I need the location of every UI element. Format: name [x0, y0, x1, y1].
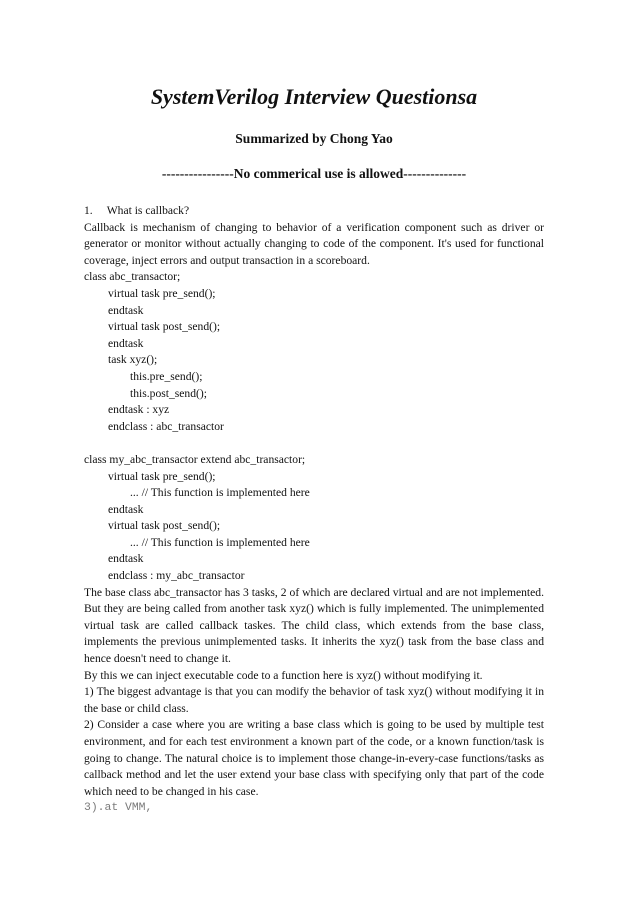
point-2: 2) Consider a case where you are writing a base class which is going to be used by multiple test environment, and for each test environment a known part of the code, or a known function/task is going to change. The natural choice is to implement those change-in-every-case functions/tasks as callback method and let the user extend your base class with specifying only that part of the code which need to be changed in his case.	[84, 718, 544, 798]
code-line: endtask	[108, 552, 144, 566]
usage-notice: ----------------No commerical use is allowed--------------	[161, 166, 467, 181]
code-block-child-class	[84, 452, 544, 585]
code-line: virtual task post_send();	[108, 519, 221, 533]
code-line: task xyz();	[108, 353, 158, 367]
code-line: endclass : abc_transactor	[108, 419, 224, 433]
code-line: endtask : xyz	[108, 403, 170, 417]
spacer	[84, 435, 544, 452]
point-3: 3).at VMM,	[84, 802, 153, 815]
code-line: virtual task pre_send();	[108, 286, 216, 300]
author-line: Summarized by Chong Yao	[235, 131, 393, 146]
code-line: endtask	[108, 502, 144, 516]
code-line: class abc_transactor;	[84, 270, 181, 284]
code-line: virtual task pre_send();	[108, 469, 216, 483]
code-line: virtual task post_send();	[108, 320, 221, 334]
code-block-base-class	[84, 269, 544, 435]
code-line: endclass : my_abc_transactor	[108, 569, 245, 583]
code-line: endtask	[108, 336, 144, 350]
document-title: SystemVerilog Interview Questionsa	[150, 84, 478, 109]
question-heading	[84, 203, 544, 220]
definition-paragraph: Callback is mechanism of changing to behavior of a verification component such as driver or generator or monitor without actually changing to code of the component. It's used for functional coverage, inject errors and output transaction in a scoreboard.	[84, 220, 544, 267]
question-number: 1.	[84, 204, 93, 217]
code-line: this.post_send();	[130, 386, 207, 400]
question-text: What is callback?	[106, 204, 190, 217]
inject-note: By this we can inject executable code to a function here is xyz() without modifying it.	[84, 668, 483, 682]
code-line: endtask	[108, 303, 144, 317]
code-line: ... // This function is implemented here	[130, 535, 310, 549]
code-line: class my_abc_transactor extend abc_transactor;	[84, 452, 306, 466]
code-line: this.pre_send();	[130, 369, 203, 383]
code-line: ... // This function is implemented here	[130, 486, 310, 500]
explanation-paragraph: The base class abc_transactor has 3 tasks, 2 of which are declared virtual and are not implemented. But they are being called from another task xyz() which is fully implemented. The unimplemented virtual task are called callback taskes. The child class, which extends from the base class, implements the previous unimplemented tasks. It inherits the xyz() task from the base class and hence doesn't need to change it.	[84, 585, 544, 666]
point-1: 1) The biggest advantage is that you can modify the behavior of task xyz() without modifying it in the base or child class.	[84, 685, 544, 715]
